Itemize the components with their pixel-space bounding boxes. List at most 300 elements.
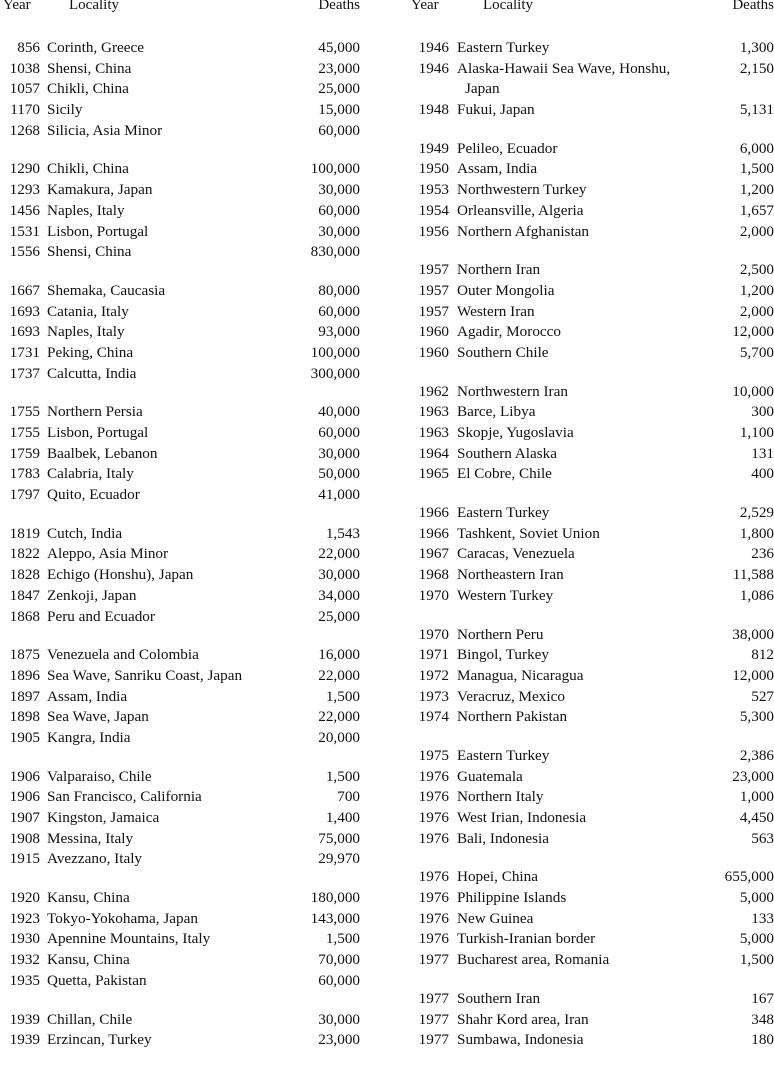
locality-cell — [47, 59, 131, 80]
deaths-cell: 50,000 — [318, 465, 360, 483]
row-group — [0, 402, 380, 505]
deaths-cell: 1,200 — [739, 281, 774, 299]
table-row — [0, 909, 380, 930]
locality-text: Fukui, Japan — [457, 101, 535, 119]
deaths-cell: 1,200 — [739, 181, 774, 199]
row-group — [408, 382, 774, 485]
table-row — [0, 645, 380, 666]
year-cell: 1905 — [9, 728, 40, 746]
deaths-cell: 30,000 — [318, 444, 360, 462]
year-cell: 1953 — [418, 181, 449, 199]
locality-cell — [47, 79, 129, 100]
locality-text: Shensi, China — [47, 59, 132, 77]
locality-cell — [457, 222, 589, 243]
deaths-cell: 2,150 — [739, 59, 774, 77]
locality-cell — [457, 1010, 589, 1031]
year-cell: 1268 — [9, 121, 40, 139]
table-row — [408, 524, 774, 545]
table-row — [408, 382, 774, 403]
year-cell: 1976 — [418, 930, 449, 948]
locality-text: Lisbon, Portugal — [47, 222, 149, 240]
locality-text: San Francisco, California — [47, 788, 202, 806]
locality-cell — [457, 909, 533, 930]
locality-cell — [457, 38, 549, 59]
locality-cell — [457, 382, 568, 403]
deaths-cell: 700 — [337, 788, 360, 806]
year-cell: 1935 — [9, 971, 40, 989]
locality-text: Eastern Turkey — [457, 39, 550, 56]
year-cell: 1797 — [9, 486, 40, 504]
year-cell: 1923 — [9, 909, 40, 927]
locality-cell — [457, 687, 565, 708]
right-column — [408, 0, 774, 1051]
year-cell: 1957 — [418, 302, 449, 320]
deaths-cell: 2,000 — [739, 302, 774, 320]
deaths-cell: 812 — [751, 646, 774, 664]
locality-text: Agadir, Morocco — [457, 323, 561, 341]
locality-text: Valparaiso, Chile — [47, 767, 152, 785]
locality-text: Peru and Ecuador — [47, 607, 155, 625]
table-row — [408, 888, 774, 909]
deaths-cell: 22,000 — [318, 666, 360, 684]
table-row — [408, 444, 774, 465]
locality-cell — [457, 1030, 584, 1051]
year-cell: 1946 — [418, 39, 449, 56]
locality-cell — [457, 787, 543, 808]
deaths-cell: 1,500 — [325, 930, 360, 948]
table-row — [408, 1030, 774, 1051]
deaths-cell: 25,000 — [318, 80, 360, 98]
deaths-cell: 563 — [751, 829, 774, 847]
deaths-cell: 180 — [751, 1031, 774, 1049]
locality-cell — [457, 645, 549, 666]
deaths-cell: 1,400 — [325, 809, 360, 826]
deaths-cell: 100,000 — [310, 343, 360, 361]
row-group — [408, 139, 774, 242]
year-cell: 1531 — [9, 222, 40, 240]
row-group — [408, 260, 774, 363]
locality-cell — [457, 829, 549, 850]
row-group — [408, 503, 774, 606]
year-cell: 1976 — [418, 889, 449, 907]
deaths-cell: 30,000 — [318, 222, 360, 240]
locality-text: Silicia, Asia Minor — [47, 121, 163, 139]
deaths-cell: 5,000 — [739, 930, 774, 948]
table-row — [408, 281, 774, 302]
locality-cell — [47, 544, 168, 565]
table-row — [0, 787, 380, 808]
left-column — [0, 0, 380, 1051]
header-year: Year — [411, 0, 439, 13]
locality-cell — [457, 201, 584, 222]
deaths-cell: 133 — [751, 909, 774, 927]
locality-text: Catania, Italy — [47, 302, 129, 320]
locality-text: West Irian, Indonesia — [457, 809, 587, 827]
locality-text: Alaska-Hawaii Sea Wave, Honshu, — [457, 59, 671, 77]
row-group — [408, 38, 774, 121]
deaths-cell: 2,529 — [739, 504, 774, 522]
table-row — [408, 544, 774, 565]
deaths-cell: 2,386 — [739, 746, 774, 764]
deaths-cell: 527 — [751, 687, 774, 705]
year-cell: 1693 — [9, 323, 40, 341]
locality-text: New Guinea — [457, 909, 534, 927]
table-row — [0, 950, 380, 971]
locality-cell — [457, 707, 567, 728]
year-cell: 1907 — [9, 809, 40, 826]
locality-text: Shahr Kord area, Iran — [457, 1010, 589, 1028]
locality-cell — [47, 971, 147, 992]
year-cell: 1963 — [418, 403, 449, 421]
deaths-cell: 20,000 — [318, 728, 360, 746]
deaths-cell: 45,000 — [318, 39, 360, 56]
deaths-cell: 131 — [751, 444, 774, 462]
table-row — [408, 201, 774, 222]
year-cell: 1965 — [418, 465, 449, 483]
locality-text: Northeastern Iran — [457, 566, 564, 584]
locality-text: Southern Alaska — [457, 444, 557, 462]
locality-text: Tashkent, Soviet Union — [457, 524, 600, 542]
year-cell: 1946 — [418, 59, 449, 77]
year-cell: 1971 — [418, 646, 449, 664]
locality-text: Calcutta, India — [47, 364, 137, 382]
table-row — [408, 139, 774, 160]
year-cell: 1973 — [418, 687, 449, 705]
year-cell: 1057 — [9, 80, 40, 98]
deaths-cell: 1,500 — [739, 951, 774, 969]
deaths-cell: 30,000 — [318, 181, 360, 199]
year-cell: 1822 — [9, 545, 40, 563]
locality-cell — [47, 767, 152, 788]
locality-cell — [457, 503, 549, 524]
table-row — [0, 364, 380, 385]
locality-cell — [47, 423, 148, 444]
table-row — [408, 808, 774, 829]
locality-text: Northern Peru — [457, 625, 544, 643]
deaths-cell: 655,000 — [724, 868, 774, 886]
year-cell: 1456 — [9, 201, 40, 219]
deaths-cell: 29,970 — [318, 850, 360, 868]
year-cell: 1964 — [418, 444, 449, 462]
table-row — [408, 464, 774, 485]
locality-text: Hopei, China — [457, 868, 538, 886]
year-cell: 1962 — [418, 382, 449, 400]
table-row — [408, 423, 774, 444]
locality-cell — [457, 343, 549, 364]
locality-text: Eastern Turkey — [457, 504, 550, 522]
year-cell: 1977 — [418, 1031, 449, 1049]
table-row — [0, 402, 380, 423]
table-row — [0, 829, 380, 850]
table-row — [0, 59, 380, 80]
locality-cell — [457, 423, 574, 444]
deaths-cell: 5,131 — [739, 101, 774, 119]
deaths-cell: 23,000 — [732, 767, 774, 785]
locality-cell — [47, 159, 129, 180]
locality-text: Orleansville, Algeria — [457, 201, 584, 219]
locality-text: Sea Wave, Sanriku Coast, Japan — [47, 666, 243, 684]
locality-cell — [457, 767, 523, 788]
deaths-cell: 41,000 — [318, 486, 360, 504]
locality-text: Bali, Indonesia — [457, 829, 549, 847]
deaths-cell: 167 — [751, 989, 774, 1007]
year-cell: 1920 — [9, 889, 40, 907]
year-cell: 1908 — [9, 829, 40, 847]
table-row — [0, 180, 380, 201]
table-row — [408, 867, 774, 888]
locality-text: Apennine Mountains, Italy — [47, 930, 211, 948]
locality-text: Western Iran — [457, 302, 535, 320]
year-cell: 1819 — [9, 524, 40, 542]
deaths-cell: 80,000 — [318, 281, 360, 299]
deaths-cell: 1,657 — [739, 201, 774, 219]
locality-text: Northwestern Iran — [457, 382, 568, 400]
locality-cell — [47, 808, 159, 829]
year-cell: 1966 — [418, 504, 449, 522]
row-group — [0, 524, 380, 627]
year-cell: 1915 — [9, 850, 40, 868]
year-cell: 1896 — [9, 666, 40, 684]
year-cell: 1977 — [418, 989, 449, 1007]
locality-text: Assam, India — [47, 687, 128, 705]
locality-text: Bingol, Turkey — [457, 646, 549, 664]
year-cell: 1956 — [418, 222, 449, 240]
locality-cell — [47, 464, 134, 485]
locality-cell — [457, 159, 537, 180]
table-row — [0, 808, 380, 829]
table-row — [0, 201, 380, 222]
right-table-body — [408, 38, 774, 1051]
locality-text: Southern Chile — [457, 343, 549, 361]
year-cell: 1667 — [9, 281, 40, 299]
locality-cell — [47, 707, 149, 728]
table-row — [0, 971, 380, 992]
locality-cell — [457, 302, 535, 323]
left-table-body — [0, 38, 380, 1051]
locality-text: Pelileo, Ecuador — [457, 139, 558, 157]
year-cell: 1948 — [418, 101, 449, 119]
year-cell: 1976 — [418, 788, 449, 806]
deaths-cell: 6,000 — [739, 139, 774, 157]
table-row — [408, 402, 774, 423]
table-row — [408, 707, 774, 728]
header-locality: Locality — [483, 0, 533, 13]
locality-cell — [457, 929, 595, 950]
locality-text: Zenkoji, Japan — [47, 586, 137, 604]
row-group — [408, 746, 774, 849]
locality-text: Naples, Italy — [47, 323, 125, 341]
locality-cell — [457, 281, 554, 302]
locality-text: Echigo (Honshu), Japan — [47, 566, 194, 584]
deaths-cell: 5,700 — [739, 343, 774, 361]
year-cell: 1170 — [10, 101, 40, 119]
row-group — [408, 625, 774, 728]
table-row — [0, 544, 380, 565]
year-cell: 1847 — [9, 586, 40, 604]
locality-text: Peking, China — [47, 343, 134, 361]
deaths-cell: 60,000 — [318, 201, 360, 219]
year-cell: 1976 — [418, 809, 449, 827]
year-cell: 1897 — [9, 687, 40, 705]
table-row — [408, 746, 774, 767]
locality-text: Messina, Italy — [47, 829, 134, 847]
table-row — [0, 565, 380, 586]
locality-text: Kamakura, Japan — [47, 181, 153, 199]
deaths-cell: 300,000 — [310, 364, 360, 382]
table-row — [0, 1030, 380, 1051]
deaths-cell: 1,500 — [739, 160, 774, 178]
table-row — [0, 1010, 380, 1031]
year-cell: 1976 — [418, 868, 449, 886]
locality-text: Avezzano, Italy — [47, 850, 143, 868]
table-row — [0, 444, 380, 465]
year-cell: 1755 — [9, 424, 40, 441]
row-group — [408, 867, 774, 970]
table-row — [408, 1010, 774, 1031]
locality-text: Skopje, Yugoslavia — [457, 424, 574, 442]
deaths-cell: 4,450 — [739, 809, 774, 827]
locality-cell — [47, 607, 155, 628]
table-row — [0, 929, 380, 950]
deaths-cell: 70,000 — [318, 951, 360, 969]
header-locality: Locality — [69, 0, 119, 13]
table-row — [408, 625, 774, 646]
table-row — [408, 100, 774, 121]
locality-cell — [47, 343, 133, 364]
locality-cell — [47, 950, 130, 971]
year-cell: 1737 — [9, 364, 40, 382]
year-cell: 1967 — [418, 545, 449, 563]
deaths-cell: 1,800 — [739, 524, 774, 542]
year-cell: 1966 — [418, 524, 449, 542]
locality-cell — [47, 201, 125, 222]
locality-cell — [457, 666, 584, 687]
table-row — [408, 666, 774, 687]
locality-cell — [47, 645, 199, 666]
locality-cell — [457, 59, 670, 100]
locality-cell — [47, 485, 140, 506]
table-row — [0, 666, 380, 687]
locality-text: Turkish-Iranian border — [457, 930, 596, 948]
locality-text: Western Turkey — [457, 586, 554, 604]
table-row — [0, 79, 380, 100]
deaths-cell: 5,300 — [739, 708, 774, 726]
locality-text: Kangra, India — [47, 728, 131, 746]
table-row — [408, 787, 774, 808]
year-cell: 1957 — [418, 281, 449, 299]
table-row — [0, 767, 380, 788]
row-group — [408, 989, 774, 1051]
table-row — [408, 38, 774, 59]
table-row — [0, 159, 380, 180]
locality-text: Assam, India — [457, 160, 538, 178]
deaths-cell: 830,000 — [310, 243, 360, 261]
locality-cell — [47, 524, 122, 545]
locality-text: Veracruz, Mexico — [457, 687, 565, 705]
locality-text: Northern Italy — [457, 788, 544, 806]
year-cell: 1976 — [418, 767, 449, 785]
year-cell: 1755 — [9, 403, 40, 421]
locality-text: Naples, Italy — [47, 201, 125, 219]
locality-cell — [47, 180, 152, 201]
deaths-cell: 23,000 — [318, 59, 360, 77]
year-cell: 1960 — [418, 343, 449, 361]
year-cell: 856 — [17, 39, 40, 56]
deaths-cell: 25,000 — [318, 607, 360, 625]
table-row — [408, 59, 774, 100]
year-cell: 1950 — [418, 160, 449, 178]
year-cell: 1828 — [9, 566, 40, 584]
year-cell: 1693 — [9, 302, 40, 320]
deaths-cell: 300 — [751, 403, 774, 421]
locality-cell — [47, 302, 129, 323]
locality-text: Shemaka, Caucasia — [47, 281, 166, 299]
table-row — [0, 849, 380, 870]
year-cell: 1963 — [418, 424, 449, 442]
deaths-cell: 60,000 — [318, 971, 360, 989]
year-cell: 1783 — [9, 465, 40, 483]
locality-cell — [47, 728, 131, 749]
locality-cell — [457, 586, 553, 607]
year-cell: 1868 — [9, 607, 40, 625]
locality-cell — [47, 322, 125, 343]
deaths-cell: 180,000 — [310, 889, 360, 907]
locality-cell — [457, 808, 586, 829]
year-cell: 1954 — [418, 201, 449, 219]
table-row — [408, 909, 774, 930]
year-cell: 1977 — [418, 951, 449, 969]
table-row — [0, 281, 380, 302]
table-row — [408, 950, 774, 971]
table-row — [408, 222, 774, 243]
locality-text: Sicily — [47, 101, 83, 119]
locality-text: Managua, Nicaragua — [457, 666, 584, 684]
deaths-cell: 12,000 — [732, 666, 774, 684]
locality-cell — [47, 1010, 132, 1031]
locality-text: Caracas, Venezuela — [457, 545, 575, 563]
locality-cell — [457, 464, 552, 485]
locality-text: El Cobre, Chile — [457, 465, 552, 483]
year-cell: 1975 — [418, 746, 449, 764]
locality-cell — [47, 849, 142, 870]
table-row — [0, 728, 380, 749]
locality-text: Northern Iran — [457, 261, 541, 279]
locality-text: Calabria, Italy — [47, 465, 134, 483]
locality-cell — [47, 787, 202, 808]
locality-text: Aleppo, Asia Minor — [47, 545, 169, 563]
table-row — [408, 829, 774, 850]
table-row — [0, 464, 380, 485]
table-row — [0, 302, 380, 323]
deaths-cell: 5,000 — [739, 889, 774, 907]
locality-text: Northern Pakistan — [457, 708, 568, 726]
locality-text: Chillan, Chile — [47, 1010, 133, 1028]
deaths-cell: 100,000 — [310, 160, 360, 178]
table-row — [408, 302, 774, 323]
table-row — [408, 503, 774, 524]
deaths-cell: 1,500 — [325, 767, 360, 785]
deaths-cell: 22,000 — [318, 545, 360, 563]
deaths-cell: 60,000 — [318, 121, 360, 139]
locality-text: Cutch, India — [47, 524, 123, 542]
locality-text: Baalbek, Lebanon — [47, 444, 158, 462]
locality-continuation: Japan — [465, 80, 500, 98]
locality-text: Bucharest area, Romania — [457, 951, 610, 969]
locality-cell — [457, 180, 587, 201]
deaths-cell: 1,086 — [739, 586, 774, 604]
table-row — [0, 423, 380, 444]
locality-text: Southern Iran — [457, 989, 541, 1007]
